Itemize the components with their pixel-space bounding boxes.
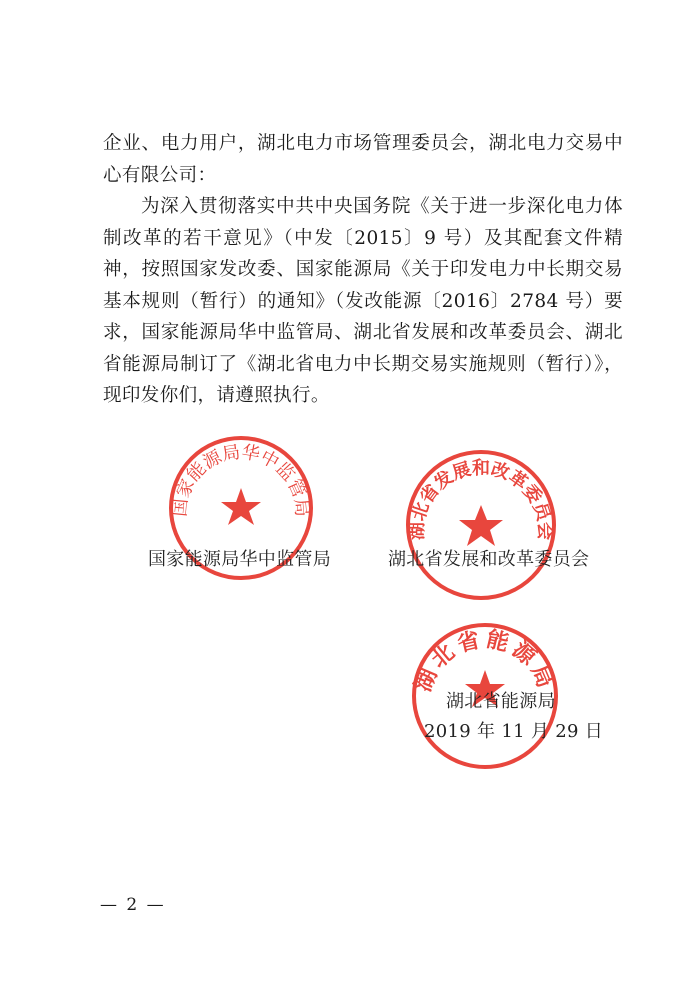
seal-hubei-development-reform [403, 447, 559, 603]
seal-text: 湖北省能源局 [410, 627, 560, 696]
signatory-central-china-bureau: 国家能源局华中监管局 [148, 549, 331, 570]
seal-text: 湖北省发展和改革委员会 [406, 457, 556, 541]
main-paragraph: 为深入贯彻落实中共中央国务院《关于进一步深化电力体制改革的若干意见》（中发〔2015〕9 号）及其配套文件精神，按照国家发改委、国家能源局《关于印发电力中长期交易基本规则（暂行）的通知》（发改能源〔2016〕2784 号）要求，国家能源局华中监管局、湖北省发展和改革委员会、湖北省能源局制订了《湖北省电力中长期交易实施规则（暂行）》，现印发你们，请遵照执行。 [103, 196, 623, 406]
document-body [103, 128, 623, 412]
signatory-hubei-drc: 湖北省发展和改革委员会 [388, 549, 590, 570]
seal-text: 国家能源局华中监管局 [169, 441, 313, 518]
signatory-hubei-energy-bureau: 湖北省能源局 [446, 691, 556, 712]
issue-date: 2019 年 11 月 29 日 [424, 721, 604, 742]
salutation-paragraph: 企业、电力用户，湖北电力市场管理委员会，湖北电力交易中心有限公司： [103, 133, 623, 186]
page-number: — 2 — [100, 895, 166, 915]
